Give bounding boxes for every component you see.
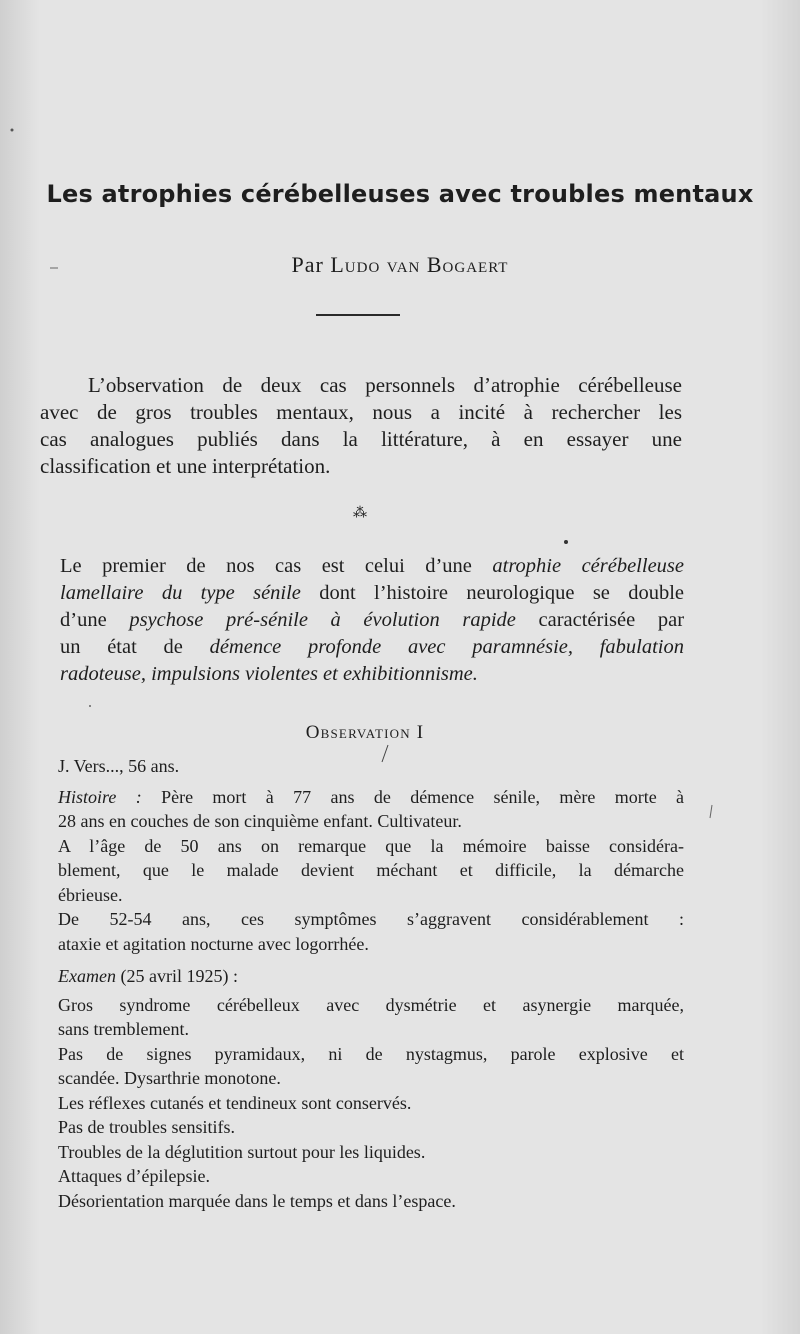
finding-line: scandée. Dysarthrie monotone. <box>58 1068 281 1088</box>
history-line: Histoire : Père mort à 77 ans de démence sénile, mère morte à <box>58 786 685 807</box>
patient-line: J. Vers..., 56 ans. <box>58 756 180 776</box>
case-line: un état de démence profonde avec paramnésie, fabulation <box>60 636 684 658</box>
findings-list <box>58 993 684 1214</box>
finding-line: Les réflexes cutanés et tendineux sont conservés. <box>58 1092 412 1113</box>
age52-line: De 52-54 ans, ces symptômes s’aggravent considérablement : <box>58 909 684 929</box>
case-line: lamellaire du type sénile dont l’histoire neurologique se double <box>60 582 685 604</box>
article-title: Les atrophies cérébelleuses avec troubles mentaux <box>46 180 754 208</box>
case-line: d’une psychose pré-sénile à évolution rapide caractérisée par <box>60 609 685 631</box>
finding-line: Pas de signes pyramidaux, ni de nystagmus, parole explosive et <box>58 1043 684 1064</box>
age50-line: A l’âge de 50 ans on remarque que la mémoire baisse considéra- <box>58 835 684 856</box>
finding-line: Pas de troubles sensitifs. <box>58 1117 235 1137</box>
age50-line: ébrieuse. <box>58 884 123 905</box>
intro-line: L’observation de deux cas personnels d’atrophie cérébelleuse <box>88 373 682 397</box>
author-line <box>0 252 800 278</box>
author-name: Ludo van Bogaert <box>330 252 509 277</box>
finding-line: Gros syndrome cérébelleux avec dysmétrie et asynergie marquée, <box>58 994 684 1015</box>
intro-line: cas analogues publiés dans la littérature, à en essayer une <box>40 427 682 451</box>
title-rule <box>316 314 400 316</box>
observation-heading: Observation I <box>305 722 425 743</box>
intro-line: classification et une interprétation. <box>40 454 331 478</box>
section-separator: ⁂ <box>353 506 367 521</box>
exam-line: Examen (25 avril 1925) : <box>58 966 238 986</box>
author-prefix: Par <box>291 252 324 277</box>
finding-line: Désorientation marquée dans le temps et dans l’espace. <box>58 1190 456 1211</box>
finding-line: Attaques d’épilepsie. <box>58 1166 210 1186</box>
case-line: radoteuse, impulsions violentes et exhibitionnisme. <box>60 663 478 685</box>
observation-body <box>58 754 684 1213</box>
age52-line: ataxie et agitation nocturne avec logorrhée. <box>58 933 369 954</box>
case-paragraph <box>60 553 684 688</box>
intro-line: avec de gros troubles mentaux, nous a incité à rechercher les <box>40 400 682 424</box>
finding-line: sans tremblement. <box>58 1019 189 1039</box>
case-line: Le premier de nos cas est celui d’une atrophie cérébelleuse <box>60 555 685 577</box>
age50-line: blement, que le malade devient méchant et difficile, la démarche <box>58 860 684 880</box>
finding-line: Troubles de la déglutition surtout pour les liquides. <box>58 1141 426 1162</box>
intro-paragraph <box>40 372 682 480</box>
history-line: 28 ans en couches de son cinquième enfant. Cultivateur. <box>58 811 462 831</box>
